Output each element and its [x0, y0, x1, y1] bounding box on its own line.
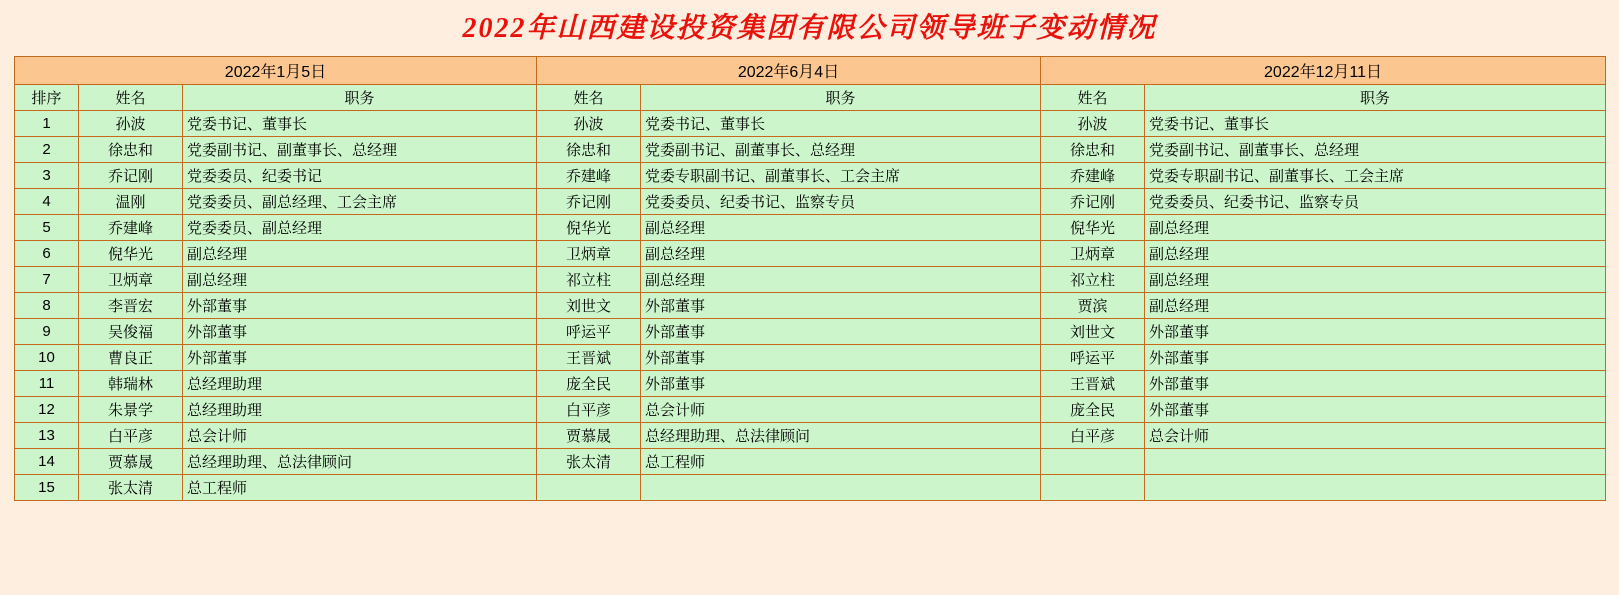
row-post-g1: 外部董事	[183, 344, 537, 370]
table-row	[15, 370, 1606, 396]
row-name-g2: 庞全民	[537, 370, 641, 396]
row-name-g1: 孙波	[79, 110, 183, 136]
row-post-g2: 外部董事	[641, 318, 1041, 344]
row-name-g1: 张太清	[79, 474, 183, 500]
table-row	[15, 474, 1606, 500]
row-post-g1: 党委委员、纪委书记	[183, 162, 537, 188]
row-post-g2: 总会计师	[641, 396, 1041, 422]
row-index: 3	[15, 162, 79, 188]
table-row	[15, 136, 1606, 162]
table-row	[15, 318, 1606, 344]
row-index: 10	[15, 344, 79, 370]
row-post-g3: 外部董事	[1145, 344, 1606, 370]
table-row	[15, 240, 1606, 266]
row-post-g3: 党委书记、董事长	[1145, 110, 1606, 136]
row-name-g3: 庞全民	[1041, 396, 1145, 422]
row-name-g3: 孙波	[1041, 110, 1145, 136]
row-name-g1: 白平彦	[79, 422, 183, 448]
row-post-g1: 总经理助理	[183, 396, 537, 422]
row-index: 2	[15, 136, 79, 162]
row-index: 4	[15, 188, 79, 214]
row-post-g2: 副总经理	[641, 240, 1041, 266]
row-name-g3: 刘世文	[1041, 318, 1145, 344]
row-name-g2: 贾慕晟	[537, 422, 641, 448]
row-name-g1: 温刚	[79, 188, 183, 214]
row-name-g3	[1041, 448, 1145, 474]
row-name-g2: 白平彦	[537, 396, 641, 422]
row-name-g1: 徐忠和	[79, 136, 183, 162]
row-post-g1: 外部董事	[183, 318, 537, 344]
leadership-change-table	[14, 56, 1606, 501]
row-index: 14	[15, 448, 79, 474]
row-index: 1	[15, 110, 79, 136]
row-post-g2: 党委专职副书记、副董事长、工会主席	[641, 162, 1041, 188]
row-index: 7	[15, 266, 79, 292]
row-post-g2: 总经理助理、总法律顾问	[641, 422, 1041, 448]
row-index: 8	[15, 292, 79, 318]
row-post-g3: 副总经理	[1145, 240, 1606, 266]
row-name-g2: 张太清	[537, 448, 641, 474]
row-post-g3: 副总经理	[1145, 214, 1606, 240]
table-row	[15, 344, 1606, 370]
row-post-g1: 党委委员、副总经理、工会主席	[183, 188, 537, 214]
row-post-g1: 党委副书记、副董事长、总经理	[183, 136, 537, 162]
row-name-g1: 乔记刚	[79, 162, 183, 188]
row-name-g1: 韩瑞林	[79, 370, 183, 396]
row-post-g3	[1145, 448, 1606, 474]
row-name-g3: 呼运平	[1041, 344, 1145, 370]
row-post-g2: 党委副书记、副董事长、总经理	[641, 136, 1041, 162]
row-index: 12	[15, 396, 79, 422]
row-name-g1: 吴俊福	[79, 318, 183, 344]
row-name-g1: 卫炳章	[79, 266, 183, 292]
row-name-g2: 刘世文	[537, 292, 641, 318]
table-row	[15, 422, 1606, 448]
row-post-g1: 总经理助理、总法律顾问	[183, 448, 537, 474]
row-post-g2: 副总经理	[641, 266, 1041, 292]
table-row	[15, 266, 1606, 292]
table-row	[15, 396, 1606, 422]
row-post-g1: 总经理助理	[183, 370, 537, 396]
row-index: 6	[15, 240, 79, 266]
column-header-name-3: 姓名	[1041, 84, 1145, 110]
row-post-g3: 外部董事	[1145, 370, 1606, 396]
row-index: 5	[15, 214, 79, 240]
table-row	[15, 214, 1606, 240]
table-row	[15, 110, 1606, 136]
row-post-g1: 总工程师	[183, 474, 537, 500]
page-title: 2022年山西建设投资集团有限公司领导班子变动情况	[462, 13, 1157, 44]
row-post-g3: 副总经理	[1145, 292, 1606, 318]
date-header-group-2: 2022年6月4日	[537, 56, 1041, 84]
row-post-g3: 外部董事	[1145, 318, 1606, 344]
row-name-g1: 朱景学	[79, 396, 183, 422]
table-row	[15, 188, 1606, 214]
table-row	[15, 448, 1606, 474]
table-row	[15, 162, 1606, 188]
row-name-g3: 王晋斌	[1041, 370, 1145, 396]
row-name-g1: 曹良正	[79, 344, 183, 370]
row-name-g2: 呼运平	[537, 318, 641, 344]
row-post-g1: 副总经理	[183, 266, 537, 292]
column-header-name-1: 姓名	[79, 84, 183, 110]
row-post-g1: 外部董事	[183, 292, 537, 318]
row-name-g2: 孙波	[537, 110, 641, 136]
row-post-g3: 外部董事	[1145, 396, 1606, 422]
table-date-header-row	[15, 56, 1606, 84]
row-index: 13	[15, 422, 79, 448]
row-post-g2: 总工程师	[641, 448, 1041, 474]
column-header-post-2: 职务	[641, 84, 1041, 110]
row-name-g3: 乔建峰	[1041, 162, 1145, 188]
row-name-g3: 卫炳章	[1041, 240, 1145, 266]
row-post-g2: 副总经理	[641, 214, 1041, 240]
table-column-header-row	[15, 84, 1606, 110]
row-name-g2: 徐忠和	[537, 136, 641, 162]
row-name-g2: 乔建峰	[537, 162, 641, 188]
row-post-g3: 党委副书记、副董事长、总经理	[1145, 136, 1606, 162]
row-name-g3: 倪华光	[1041, 214, 1145, 240]
row-name-g3: 白平彦	[1041, 422, 1145, 448]
row-post-g2: 外部董事	[641, 370, 1041, 396]
row-name-g1: 乔建峰	[79, 214, 183, 240]
row-post-g2	[641, 474, 1041, 500]
row-name-g3: 乔记刚	[1041, 188, 1145, 214]
date-header-group-3: 2022年12月11日	[1041, 56, 1606, 84]
row-name-g1: 倪华光	[79, 240, 183, 266]
row-index: 15	[15, 474, 79, 500]
table-row	[15, 292, 1606, 318]
row-post-g2: 外部董事	[641, 292, 1041, 318]
row-post-g1: 党委委员、副总经理	[183, 214, 537, 240]
column-header-post-1: 职务	[183, 84, 537, 110]
column-header-index: 排序	[15, 84, 79, 110]
row-name-g1: 李晋宏	[79, 292, 183, 318]
row-post-g3	[1145, 474, 1606, 500]
row-post-g3: 党委委员、纪委书记、监察专员	[1145, 188, 1606, 214]
row-post-g1: 副总经理	[183, 240, 537, 266]
column-header-name-2: 姓名	[537, 84, 641, 110]
row-name-g3: 贾滨	[1041, 292, 1145, 318]
row-index: 11	[15, 370, 79, 396]
column-header-post-3: 职务	[1145, 84, 1606, 110]
row-post-g2: 党委书记、董事长	[641, 110, 1041, 136]
row-post-g3: 副总经理	[1145, 266, 1606, 292]
row-name-g2: 倪华光	[537, 214, 641, 240]
row-name-g2: 祁立柱	[537, 266, 641, 292]
row-name-g3: 徐忠和	[1041, 136, 1145, 162]
row-post-g1: 党委书记、董事长	[183, 110, 537, 136]
row-index: 9	[15, 318, 79, 344]
row-name-g2: 乔记刚	[537, 188, 641, 214]
row-post-g1: 总会计师	[183, 422, 537, 448]
row-name-g2: 卫炳章	[537, 240, 641, 266]
row-name-g1: 贾慕晟	[79, 448, 183, 474]
row-name-g2	[537, 474, 641, 500]
row-post-g3: 总会计师	[1145, 422, 1606, 448]
row-name-g3	[1041, 474, 1145, 500]
row-post-g3: 党委专职副书记、副董事长、工会主席	[1145, 162, 1606, 188]
row-post-g2: 外部董事	[641, 344, 1041, 370]
row-name-g3: 祁立柱	[1041, 266, 1145, 292]
date-header-group-1: 2022年1月5日	[15, 56, 537, 84]
row-post-g2: 党委委员、纪委书记、监察专员	[641, 188, 1041, 214]
row-name-g2: 王晋斌	[537, 344, 641, 370]
